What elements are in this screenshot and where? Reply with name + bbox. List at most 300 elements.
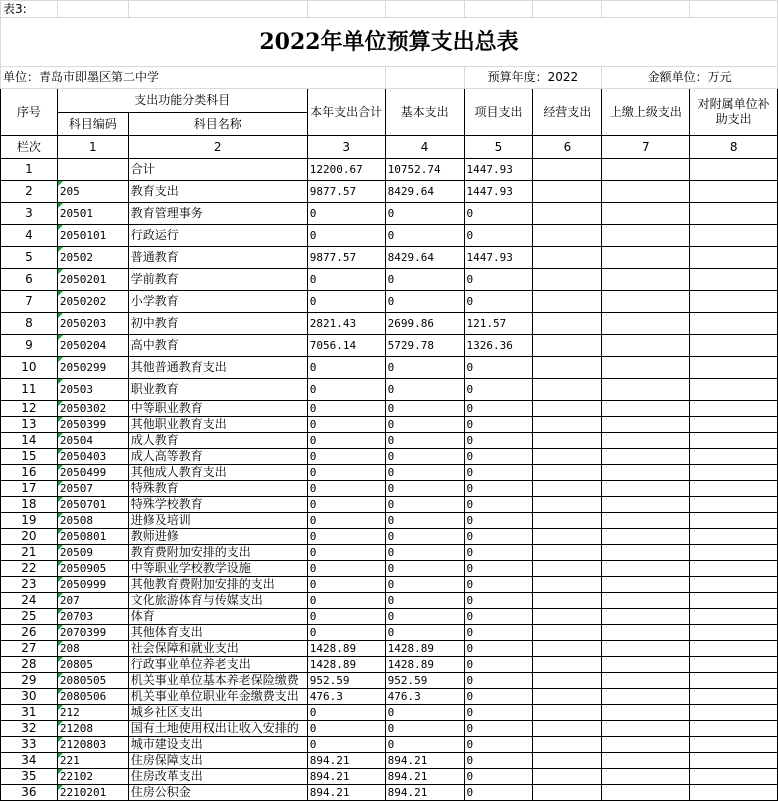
subsidy-cell[interactable]	[690, 335, 778, 357]
operation-cell[interactable]	[533, 401, 602, 417]
seq-cell[interactable]: 9	[1, 335, 58, 357]
project-cell[interactable]: 0	[464, 561, 533, 577]
upper-cell[interactable]	[602, 689, 690, 705]
project-cell[interactable]: 0	[464, 753, 533, 769]
cell[interactable]	[602, 1, 690, 18]
project-cell[interactable]: 0	[464, 609, 533, 625]
basic-cell[interactable]: 0	[385, 291, 464, 313]
project-cell[interactable]: 1447.93	[464, 181, 533, 203]
name-cell[interactable]: 中等职业学校教学设施	[128, 561, 307, 577]
project-cell[interactable]: 0	[464, 673, 533, 689]
project-cell[interactable]: 0	[464, 417, 533, 433]
basic-cell[interactable]: 894.21	[385, 753, 464, 769]
basic-cell[interactable]: 0	[385, 433, 464, 449]
upper-cell[interactable]	[602, 203, 690, 225]
column-number[interactable]: 4	[385, 136, 464, 159]
upper-cell[interactable]	[602, 481, 690, 497]
seq-cell[interactable]: 7	[1, 291, 58, 313]
basic-cell[interactable]: 476.3	[385, 689, 464, 705]
cell[interactable]	[533, 1, 602, 18]
basic-cell[interactable]: 0	[385, 269, 464, 291]
total-cell[interactable]: 0	[307, 465, 385, 481]
header-basic[interactable]: 基本支出	[385, 89, 464, 136]
header-seq[interactable]: 序号	[1, 89, 58, 136]
subsidy-cell[interactable]	[690, 641, 778, 657]
upper-cell[interactable]	[602, 225, 690, 247]
basic-cell[interactable]: 0	[385, 513, 464, 529]
project-cell[interactable]: 0	[464, 269, 533, 291]
project-cell[interactable]: 0	[464, 785, 533, 801]
total-cell[interactable]: 1428.89	[307, 641, 385, 657]
seq-cell[interactable]: 8	[1, 313, 58, 335]
name-cell[interactable]: 城乡社区支出	[128, 705, 307, 721]
seq-cell[interactable]: 12	[1, 401, 58, 417]
upper-cell[interactable]	[602, 721, 690, 737]
basic-cell[interactable]: 0	[385, 625, 464, 641]
operation-cell[interactable]	[533, 545, 602, 561]
operation-cell[interactable]	[533, 497, 602, 513]
subsidy-cell[interactable]	[690, 513, 778, 529]
seq-cell[interactable]: 4	[1, 225, 58, 247]
subsidy-cell[interactable]	[690, 465, 778, 481]
header-project[interactable]: 项目支出	[464, 89, 533, 136]
seq-cell[interactable]: 18	[1, 497, 58, 513]
name-cell[interactable]: 住房公积金	[128, 785, 307, 801]
subsidy-cell[interactable]	[690, 181, 778, 203]
project-cell[interactable]: 0	[464, 657, 533, 673]
operation-cell[interactable]	[533, 247, 602, 269]
seq-cell[interactable]: 24	[1, 593, 58, 609]
project-cell[interactable]: 0	[464, 513, 533, 529]
upper-cell[interactable]	[602, 247, 690, 269]
basic-cell[interactable]: 0	[385, 497, 464, 513]
subsidy-cell[interactable]	[690, 497, 778, 513]
total-cell[interactable]: 894.21	[307, 753, 385, 769]
basic-cell[interactable]: 0	[385, 203, 464, 225]
total-cell[interactable]: 894.21	[307, 785, 385, 801]
code-cell[interactable]: 22102	[57, 769, 128, 785]
operation-cell[interactable]	[533, 465, 602, 481]
seq-cell[interactable]: 36	[1, 785, 58, 801]
total-cell[interactable]: 0	[307, 357, 385, 379]
upper-cell[interactable]	[602, 577, 690, 593]
operation-cell[interactable]	[533, 561, 602, 577]
seq-cell[interactable]: 22	[1, 561, 58, 577]
upper-cell[interactable]	[602, 705, 690, 721]
total-cell[interactable]: 7056.14	[307, 335, 385, 357]
code-cell[interactable]: 2050101	[57, 225, 128, 247]
code-cell[interactable]	[57, 159, 128, 181]
code-cell[interactable]: 2070399	[57, 625, 128, 641]
basic-cell[interactable]: 0	[385, 737, 464, 753]
operation-cell[interactable]	[533, 159, 602, 181]
basic-cell[interactable]: 0	[385, 561, 464, 577]
code-cell[interactable]: 2050905	[57, 561, 128, 577]
seq-cell[interactable]: 19	[1, 513, 58, 529]
name-cell[interactable]: 其他普通教育支出	[128, 357, 307, 379]
code-cell[interactable]: 2050801	[57, 529, 128, 545]
upper-cell[interactable]	[602, 357, 690, 379]
name-cell[interactable]: 特殊学校教育	[128, 497, 307, 513]
upper-cell[interactable]	[602, 379, 690, 401]
operation-cell[interactable]	[533, 513, 602, 529]
basic-cell[interactable]: 0	[385, 379, 464, 401]
seq-cell[interactable]: 5	[1, 247, 58, 269]
upper-cell[interactable]	[602, 449, 690, 465]
total-cell[interactable]: 0	[307, 561, 385, 577]
code-cell[interactable]: 20507	[57, 481, 128, 497]
project-cell[interactable]: 0	[464, 593, 533, 609]
name-cell[interactable]: 其他职业教育支出	[128, 417, 307, 433]
project-cell[interactable]: 0	[464, 641, 533, 657]
total-cell[interactable]: 0	[307, 593, 385, 609]
name-cell[interactable]: 中等职业教育	[128, 401, 307, 417]
header-operation[interactable]: 经营支出	[533, 89, 602, 136]
total-cell[interactable]: 0	[307, 705, 385, 721]
name-cell[interactable]: 住房改革支出	[128, 769, 307, 785]
project-cell[interactable]: 1447.93	[464, 159, 533, 181]
name-cell[interactable]: 进修及培训	[128, 513, 307, 529]
subsidy-cell[interactable]	[690, 657, 778, 673]
name-cell[interactable]: 社会保障和就业支出	[128, 641, 307, 657]
upper-cell[interactable]	[602, 291, 690, 313]
upper-cell[interactable]	[602, 753, 690, 769]
project-cell[interactable]: 1447.93	[464, 247, 533, 269]
seq-cell[interactable]: 15	[1, 449, 58, 465]
basic-cell[interactable]: 0	[385, 465, 464, 481]
basic-cell[interactable]: 0	[385, 401, 464, 417]
seq-cell[interactable]: 32	[1, 721, 58, 737]
name-cell[interactable]: 教育管理事务	[128, 203, 307, 225]
upper-cell[interactable]	[602, 545, 690, 561]
code-cell[interactable]: 2080506	[57, 689, 128, 705]
column-number[interactable]: 3	[307, 136, 385, 159]
seq-cell[interactable]: 14	[1, 433, 58, 449]
operation-cell[interactable]	[533, 203, 602, 225]
project-cell[interactable]: 0	[464, 529, 533, 545]
operation-cell[interactable]	[533, 721, 602, 737]
name-cell[interactable]: 城市建设支出	[128, 737, 307, 753]
code-cell[interactable]: 20703	[57, 609, 128, 625]
header-function-group[interactable]: 支出功能分类科目	[57, 89, 307, 113]
project-cell[interactable]: 0	[464, 449, 533, 465]
seq-cell[interactable]: 28	[1, 657, 58, 673]
operation-cell[interactable]	[533, 357, 602, 379]
upper-cell[interactable]	[602, 561, 690, 577]
seq-cell[interactable]: 35	[1, 769, 58, 785]
column-number[interactable]: 1	[57, 136, 128, 159]
code-cell[interactable]: 2050499	[57, 465, 128, 481]
subsidy-cell[interactable]	[690, 291, 778, 313]
basic-cell[interactable]: 0	[385, 357, 464, 379]
upper-cell[interactable]	[602, 313, 690, 335]
seq-cell[interactable]: 21	[1, 545, 58, 561]
name-cell[interactable]: 行政运行	[128, 225, 307, 247]
project-cell[interactable]: 0	[464, 379, 533, 401]
upper-cell[interactable]	[602, 625, 690, 641]
name-cell[interactable]: 学前教育	[128, 269, 307, 291]
total-cell[interactable]: 0	[307, 529, 385, 545]
upper-cell[interactable]	[602, 593, 690, 609]
cell[interactable]	[464, 1, 533, 18]
total-cell[interactable]: 476.3	[307, 689, 385, 705]
name-cell[interactable]: 机关事业单位基本养老保险缴费	[128, 673, 307, 689]
total-cell[interactable]: 9877.57	[307, 181, 385, 203]
code-cell[interactable]: 207	[57, 593, 128, 609]
name-cell[interactable]: 行政事业单位养老支出	[128, 657, 307, 673]
seq-cell[interactable]: 6	[1, 269, 58, 291]
upper-cell[interactable]	[602, 513, 690, 529]
upper-cell[interactable]	[602, 269, 690, 291]
seq-cell[interactable]: 26	[1, 625, 58, 641]
subsidy-cell[interactable]	[690, 561, 778, 577]
subsidy-cell[interactable]	[690, 721, 778, 737]
project-cell[interactable]: 0	[464, 481, 533, 497]
project-cell[interactable]: 0	[464, 203, 533, 225]
upper-cell[interactable]	[602, 417, 690, 433]
cell[interactable]	[690, 1, 778, 18]
subsidy-cell[interactable]	[690, 225, 778, 247]
code-cell[interactable]: 2050399	[57, 417, 128, 433]
seq-cell[interactable]: 33	[1, 737, 58, 753]
code-cell[interactable]: 2050302	[57, 401, 128, 417]
total-cell[interactable]: 1428.89	[307, 657, 385, 673]
cell[interactable]	[307, 1, 385, 18]
subsidy-cell[interactable]	[690, 401, 778, 417]
operation-cell[interactable]	[533, 313, 602, 335]
subsidy-cell[interactable]	[690, 737, 778, 753]
subsidy-cell[interactable]	[690, 433, 778, 449]
code-cell[interactable]: 2050203	[57, 313, 128, 335]
project-cell[interactable]: 121.57	[464, 313, 533, 335]
subsidy-cell[interactable]	[690, 357, 778, 379]
total-cell[interactable]: 0	[307, 269, 385, 291]
upper-cell[interactable]	[602, 641, 690, 657]
code-cell[interactable]: 2050201	[57, 269, 128, 291]
total-cell[interactable]: 0	[307, 513, 385, 529]
total-cell[interactable]: 0	[307, 609, 385, 625]
code-cell[interactable]: 2050701	[57, 497, 128, 513]
cell[interactable]	[385, 1, 464, 18]
code-cell[interactable]: 2080505	[57, 673, 128, 689]
project-cell[interactable]: 0	[464, 577, 533, 593]
subsidy-cell[interactable]	[690, 417, 778, 433]
operation-cell[interactable]	[533, 641, 602, 657]
name-cell[interactable]: 普通教育	[128, 247, 307, 269]
unit-label[interactable]: 单位：青岛市即墨区第二中学	[1, 67, 386, 89]
operation-cell[interactable]	[533, 417, 602, 433]
column-number[interactable]: 6	[533, 136, 602, 159]
operation-cell[interactable]	[533, 625, 602, 641]
operation-cell[interactable]	[533, 657, 602, 673]
operation-cell[interactable]	[533, 529, 602, 545]
name-cell[interactable]: 体育	[128, 609, 307, 625]
subsidy-cell[interactable]	[690, 269, 778, 291]
name-cell[interactable]: 其他教育费附加安排的支出	[128, 577, 307, 593]
subsidy-cell[interactable]	[690, 609, 778, 625]
subsidy-cell[interactable]	[690, 769, 778, 785]
subsidy-cell[interactable]	[690, 673, 778, 689]
upper-cell[interactable]	[602, 465, 690, 481]
project-cell[interactable]: 0	[464, 689, 533, 705]
name-cell[interactable]: 教育费附加安排的支出	[128, 545, 307, 561]
basic-cell[interactable]: 0	[385, 705, 464, 721]
column-number[interactable]: 2	[128, 136, 307, 159]
upper-cell[interactable]	[602, 159, 690, 181]
total-cell[interactable]: 0	[307, 577, 385, 593]
operation-cell[interactable]	[533, 449, 602, 465]
upper-cell[interactable]	[602, 497, 690, 513]
upper-cell[interactable]	[602, 657, 690, 673]
basic-cell[interactable]: 952.59	[385, 673, 464, 689]
total-cell[interactable]: 0	[307, 481, 385, 497]
code-cell[interactable]: 20805	[57, 657, 128, 673]
subsidy-cell[interactable]	[690, 481, 778, 497]
subsidy-cell[interactable]	[690, 313, 778, 335]
upper-cell[interactable]	[602, 609, 690, 625]
code-cell[interactable]: 221	[57, 753, 128, 769]
project-cell[interactable]: 0	[464, 545, 533, 561]
header-row-label[interactable]: 栏次	[1, 136, 58, 159]
project-cell[interactable]: 0	[464, 705, 533, 721]
seq-cell[interactable]: 31	[1, 705, 58, 721]
project-cell[interactable]: 0	[464, 497, 533, 513]
total-cell[interactable]: 894.21	[307, 769, 385, 785]
project-cell[interactable]: 0	[464, 225, 533, 247]
basic-cell[interactable]: 0	[385, 449, 464, 465]
code-cell[interactable]: 2210201	[57, 785, 128, 801]
total-cell[interactable]: 0	[307, 625, 385, 641]
operation-cell[interactable]	[533, 673, 602, 689]
total-cell[interactable]: 0	[307, 203, 385, 225]
code-cell[interactable]: 20503	[57, 379, 128, 401]
operation-cell[interactable]	[533, 577, 602, 593]
name-cell[interactable]: 机关事业单位职业年金缴费支出	[128, 689, 307, 705]
basic-cell[interactable]: 894.21	[385, 785, 464, 801]
upper-cell[interactable]	[602, 335, 690, 357]
seq-cell[interactable]: 17	[1, 481, 58, 497]
total-cell[interactable]: 12200.67	[307, 159, 385, 181]
operation-cell[interactable]	[533, 609, 602, 625]
project-cell[interactable]: 0	[464, 737, 533, 753]
seq-cell[interactable]: 3	[1, 203, 58, 225]
name-cell[interactable]: 其他成人教育支出	[128, 465, 307, 481]
basic-cell[interactable]: 0	[385, 593, 464, 609]
name-cell[interactable]: 文化旅游体育与传媒支出	[128, 593, 307, 609]
basic-cell[interactable]: 0	[385, 225, 464, 247]
operation-cell[interactable]	[533, 225, 602, 247]
basic-cell[interactable]: 894.21	[385, 769, 464, 785]
code-cell[interactable]: 2050204	[57, 335, 128, 357]
column-number[interactable]: 7	[602, 136, 690, 159]
project-cell[interactable]: 0	[464, 721, 533, 737]
subsidy-cell[interactable]	[690, 753, 778, 769]
name-cell[interactable]: 高中教育	[128, 335, 307, 357]
basic-cell[interactable]: 10752.74	[385, 159, 464, 181]
operation-cell[interactable]	[533, 379, 602, 401]
header-name[interactable]: 科目名称	[128, 113, 307, 136]
subsidy-cell[interactable]	[690, 159, 778, 181]
header-total[interactable]: 本年支出合计	[307, 89, 385, 136]
operation-cell[interactable]	[533, 291, 602, 313]
operation-cell[interactable]	[533, 335, 602, 357]
header-subsidy[interactable]: 对附属单位补助支出	[690, 89, 778, 136]
operation-cell[interactable]	[533, 753, 602, 769]
total-cell[interactable]: 0	[307, 545, 385, 561]
code-cell[interactable]: 212	[57, 705, 128, 721]
name-cell[interactable]: 成人高等教育	[128, 449, 307, 465]
subsidy-cell[interactable]	[690, 529, 778, 545]
basic-cell[interactable]: 0	[385, 577, 464, 593]
seq-cell[interactable]: 25	[1, 609, 58, 625]
column-number[interactable]: 5	[464, 136, 533, 159]
upper-cell[interactable]	[602, 433, 690, 449]
subsidy-cell[interactable]	[690, 247, 778, 269]
upper-cell[interactable]	[602, 181, 690, 203]
basic-cell[interactable]: 2699.86	[385, 313, 464, 335]
total-cell[interactable]: 0	[307, 417, 385, 433]
basic-cell[interactable]: 0	[385, 609, 464, 625]
seq-cell[interactable]: 16	[1, 465, 58, 481]
total-cell[interactable]: 0	[307, 401, 385, 417]
code-cell[interactable]: 205	[57, 181, 128, 203]
name-cell[interactable]: 职业教育	[128, 379, 307, 401]
basic-cell[interactable]: 0	[385, 545, 464, 561]
subsidy-cell[interactable]	[690, 785, 778, 801]
column-number[interactable]: 8	[690, 136, 778, 159]
total-cell[interactable]: 0	[307, 433, 385, 449]
name-cell[interactable]: 国有土地使用权出让收入安排的	[128, 721, 307, 737]
upper-cell[interactable]	[602, 785, 690, 801]
basic-cell[interactable]: 1428.89	[385, 641, 464, 657]
operation-cell[interactable]	[533, 481, 602, 497]
basic-cell[interactable]: 8429.64	[385, 181, 464, 203]
code-cell[interactable]: 21208	[57, 721, 128, 737]
subsidy-cell[interactable]	[690, 379, 778, 401]
project-cell[interactable]: 0	[464, 433, 533, 449]
project-cell[interactable]: 0	[464, 625, 533, 641]
sheet-title[interactable]: 2022年单位预算支出总表	[1, 18, 778, 67]
seq-cell[interactable]: 2	[1, 181, 58, 203]
seq-cell[interactable]: 10	[1, 357, 58, 379]
cell[interactable]	[57, 1, 128, 18]
operation-cell[interactable]	[533, 689, 602, 705]
total-cell[interactable]: 0	[307, 225, 385, 247]
operation-cell[interactable]	[533, 269, 602, 291]
budget-year[interactable]: 预算年度：2022	[464, 67, 602, 89]
seq-cell[interactable]: 27	[1, 641, 58, 657]
seq-cell[interactable]: 23	[1, 577, 58, 593]
name-cell[interactable]: 教育支出	[128, 181, 307, 203]
name-cell[interactable]: 其他体育支出	[128, 625, 307, 641]
basic-cell[interactable]: 8429.64	[385, 247, 464, 269]
code-cell[interactable]: 20501	[57, 203, 128, 225]
subsidy-cell[interactable]	[690, 203, 778, 225]
basic-cell[interactable]: 0	[385, 481, 464, 497]
name-cell[interactable]: 成人教育	[128, 433, 307, 449]
total-cell[interactable]: 0	[307, 449, 385, 465]
basic-cell[interactable]: 0	[385, 529, 464, 545]
subsidy-cell[interactable]	[690, 705, 778, 721]
name-cell[interactable]: 初中教育	[128, 313, 307, 335]
seq-cell[interactable]: 34	[1, 753, 58, 769]
seq-cell[interactable]: 20	[1, 529, 58, 545]
name-cell[interactable]: 特殊教育	[128, 481, 307, 497]
subsidy-cell[interactable]	[690, 593, 778, 609]
subsidy-cell[interactable]	[690, 625, 778, 641]
code-cell[interactable]: 20502	[57, 247, 128, 269]
operation-cell[interactable]	[533, 705, 602, 721]
